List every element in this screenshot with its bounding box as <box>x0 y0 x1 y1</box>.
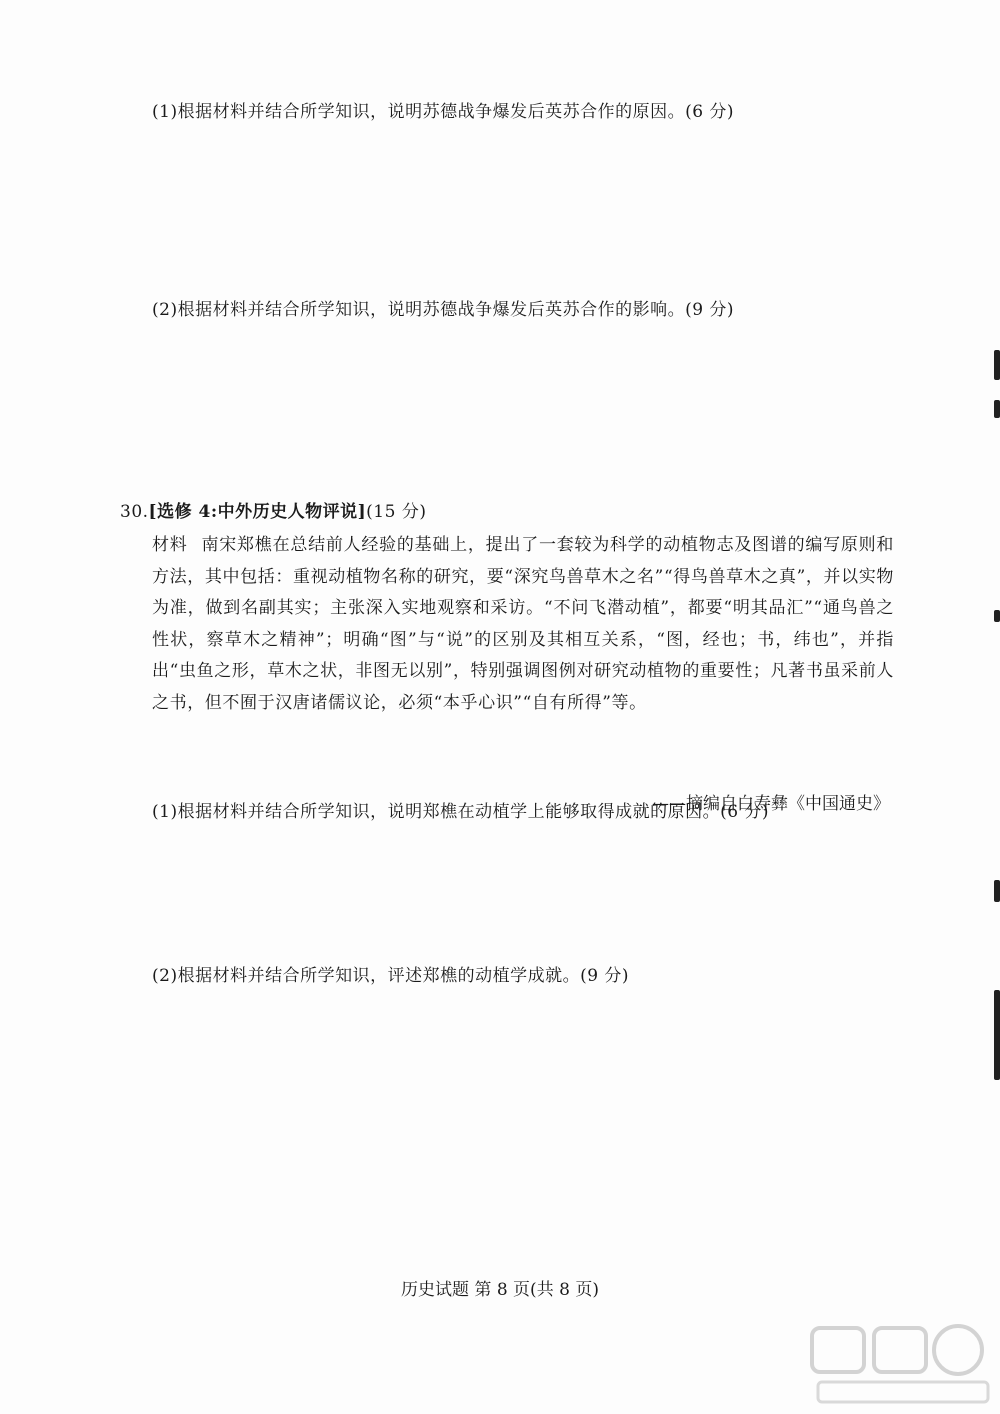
scan-edge-mark <box>994 400 1000 418</box>
question-30-part-2: (2)根据材料并结合所学知识，评述郑樵的动植学成就。(9 分) <box>152 966 630 986</box>
question-30-part-1: (1)根据材料并结合所学知识，说明郑樵在动植学上能够取得成就的原因。(6 分) <box>152 802 770 822</box>
material-label: 材料 <box>152 535 188 555</box>
answer-logo-icon <box>808 1322 994 1408</box>
question-30-score: (15 分) <box>366 502 427 522</box>
question-29-part-2: (2)根据材料并结合所学知识，说明苏德战争爆发后英苏合作的影响。(9 分) <box>152 300 735 320</box>
page-footer: 历史试题 第 8 页(共 8 页) <box>401 1280 599 1300</box>
material-text: 南宋郑樵在总结前人经验的基础上，提出了一套较为科学的动植物志及图谱的编写原则和方法，其中包括：重视动植物名称的研究，要“深究鸟兽草木之名”“得鸟兽草木之真”，并以实物为准，做到名副其实；主张深入实地观察和采访。“不问飞潜动植”，都要“明其品汇”“通鸟兽之性状，察草木之精神”；明确“图”与“说”的区别及其相互关系，“图，经也；书，纬也”，并指出“虫鱼之形，草木之状，非图无以别”，特别强调图例对研究动植物的重要性；凡著书虽采前人之书，但不囿于汉唐诸儒议论，必须“本乎心识”“自有所得”等。 <box>152 535 895 713</box>
scan-edge-mark <box>994 610 1000 622</box>
question-29-part-1: (1)根据材料并结合所学知识，说明苏德战争爆发后英苏合作的原因。(6 分) <box>152 102 735 122</box>
scan-edge-mark <box>994 990 1000 1080</box>
scan-edge-mark <box>994 880 1000 902</box>
question-30-elective-title: [选修 4:中外历史人物评说] <box>148 502 367 522</box>
question-30-heading <box>120 498 426 526</box>
question-30-number: 30. <box>120 502 149 522</box>
scan-edge-mark <box>994 350 1000 380</box>
material-passage <box>152 530 894 719</box>
material-source: ——摘编自白寿彝《中国通史》 <box>652 794 890 814</box>
